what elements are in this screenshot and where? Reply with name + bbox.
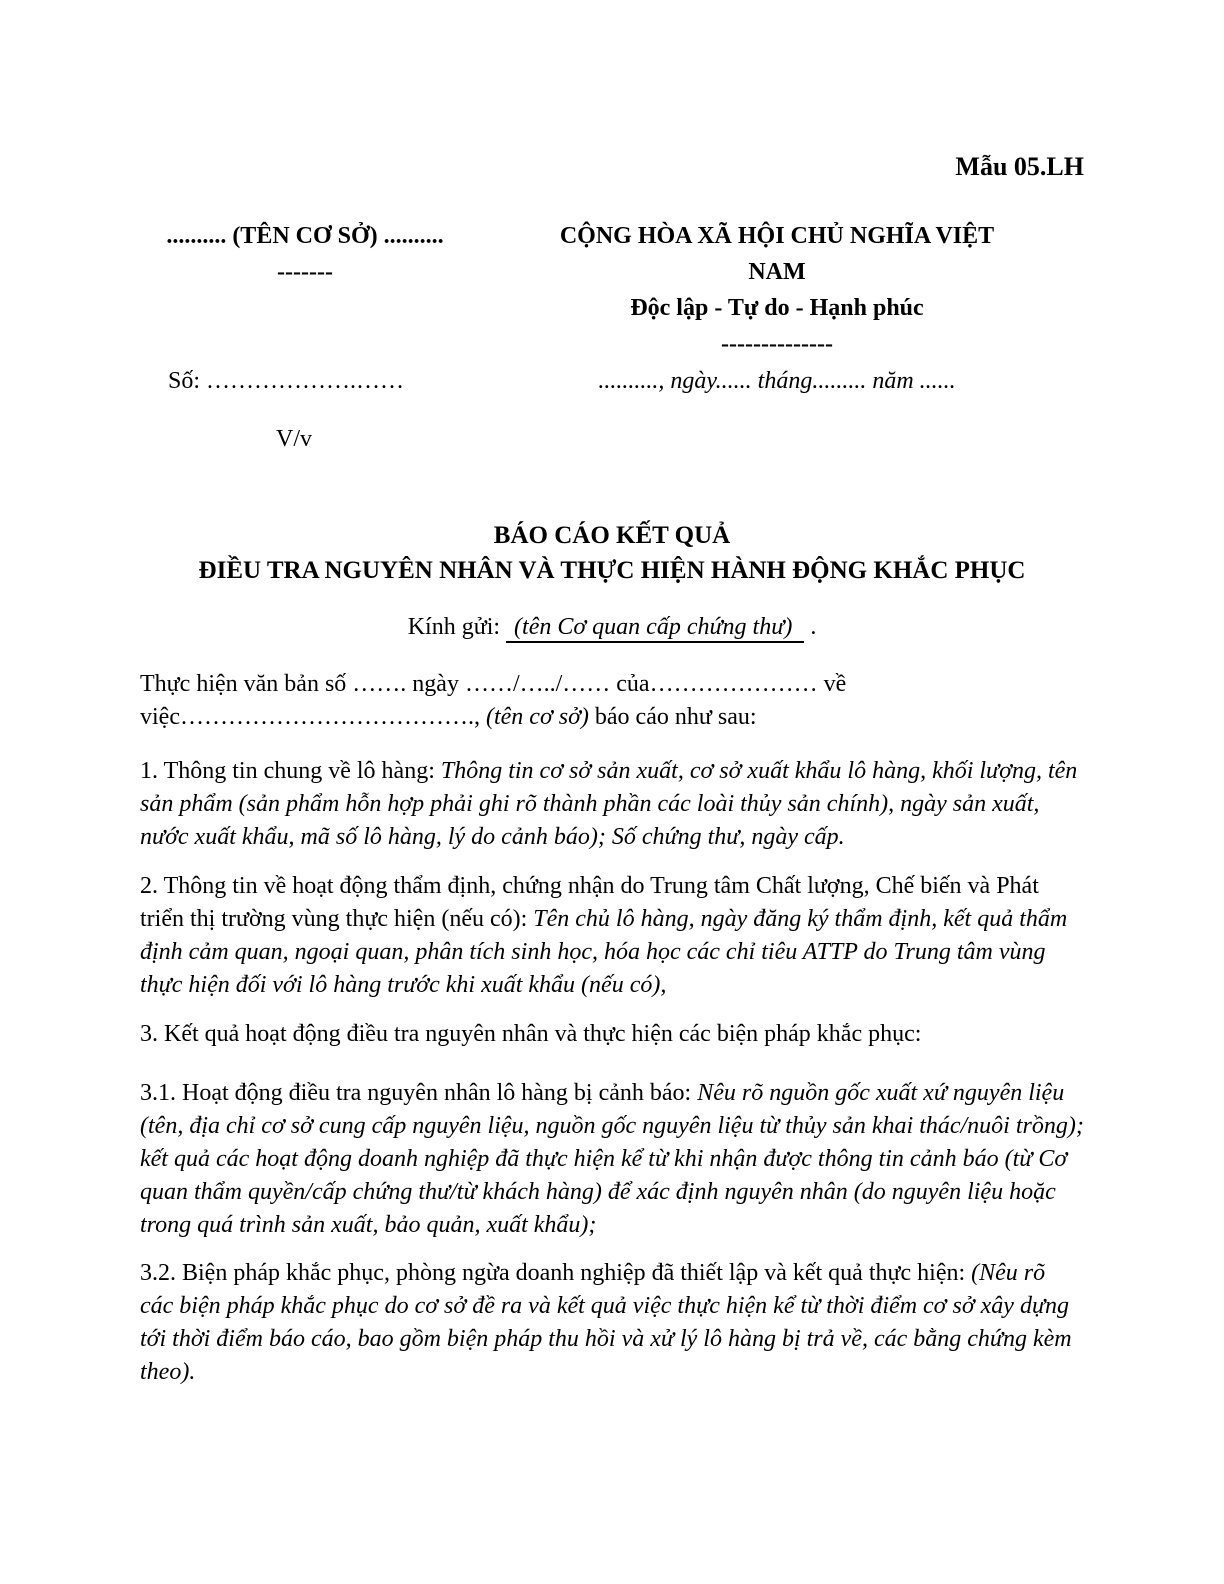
intro-text-after: báo cáo như sau: (594, 704, 757, 730)
org-divider: ------- (277, 259, 333, 285)
form-code: Mẫu 05.LH (955, 152, 1084, 181)
section-1 (140, 755, 1084, 854)
date-line: .........., ngày...... tháng......... năm ...... (598, 368, 956, 394)
report-title-line2: ĐIỀU TRA NGUYÊN NHÂN VÀ THỰC HIỆN HÀNH ĐỘNG KHẮC PHỤC (198, 557, 1026, 584)
national-motto: Độc lập - Tự do - Hạnh phúc (630, 295, 924, 321)
national-name-line2: NAM (748, 259, 806, 285)
meta-row (140, 366, 1084, 396)
national-divider: -------------- (721, 331, 833, 357)
section-3-lead: 3. Kết quả hoạt động điều tra nguyên nhân và thực hiện các biện pháp khắc phục: (140, 1021, 922, 1047)
report-title (140, 518, 1084, 588)
org-name: .......... (TÊN CƠ SỞ) .......... (166, 223, 444, 249)
section-2-body: Tên chủ lô hàng, ngày đăng ký thẩm định, kết quả thẩm định cảm quan, ngoại quan, phân tích sinh học, hóa học các chỉ tiêu ATTP do Trung tâm vùng thực hiện đối với lô hàng trước khi xuất khẩu (nếu có), (140, 906, 1068, 998)
section-3-1-body: Nêu rõ nguồn gốc xuất xứ nguyên liệu (tên, địa chỉ cơ sở cung cấp nguyên liệu, nguồn gốc nguyên liệu từ thủy sản khai thác/nuôi trồng); kết quả các hoạt động doanh nghiệp đã thực hiện kể từ khi nhận được thông tin cảnh báo (từ Cơ quan thẩm quyền/cấp chứng thư/từ khách hàng) để xác định nguyên nhân (do nguyên liệu hoặc trong quá trình sản xuất, bảo quản, xuất khẩu); (140, 1080, 1084, 1238)
section-3-1 (140, 1077, 1084, 1242)
section-1-lead: 1. Thông tin chung về lô hàng: (140, 758, 435, 784)
report-title-line1: BÁO CÁO KẾT QUẢ (493, 522, 731, 549)
section-3-2 (140, 1257, 1084, 1389)
section-3-2-body: (Nêu rõ các biện pháp khắc phục do cơ sở đề ra và kết quả việc thực hiện kể từ thời điểm cơ sở xây dựng tới thời điểm báo cáo, bao gồm biện pháp thu hồi và xử lý lô hàng bị trả về, các bằng chứng kèm theo). (140, 1260, 1072, 1385)
section-3 (140, 1018, 1084, 1051)
section-3-2-lead: 3.2. Biện pháp khắc phục, phòng ngừa doanh nghiệp đã thiết lập và kết quả thực hiện: (140, 1260, 966, 1286)
salutation-label: Kính gửi: (407, 614, 501, 640)
section-2 (140, 870, 1084, 1002)
salutation-suffix: . (810, 614, 817, 640)
salutation-recipient: (tên Cơ quan cấp chứng thư) (506, 614, 804, 643)
intro-paragraph (140, 668, 1084, 734)
doc-number: Số: ……………….…… (168, 368, 405, 394)
national-name-line1: CỘNG HÒA XÃ HỘI CHỦ NGHĨA VIỆT (559, 223, 995, 249)
national-header (470, 218, 1084, 362)
document-header (140, 218, 1084, 362)
section-3-1-lead: 3.1. Hoạt động điều tra nguyên nhân lô hàng bị cảnh báo: (140, 1080, 692, 1106)
intro-italic: (tên cơ sở) (485, 704, 589, 730)
org-header (140, 218, 470, 362)
salutation (140, 610, 1084, 644)
section-1-body: Thông tin cơ sở sản xuất, cơ sở xuất khẩu lô hàng, khối lượng, tên sản phẩm (sản phẩm hỗn hợp phải ghi rõ thành phần các loài thủy sản chính), ngày sản xuất, nước xuất khẩu, mã số lô hàng, lý do cảnh báo); Số chứng thư, ngày cấp. (140, 758, 1078, 850)
subject-prefix: V/v (276, 426, 312, 452)
section-2-lead: 2. Thông tin về hoạt động thẩm định, chứng nhận do Trung tâm Chất lượng, Chế biến và Phát triển thị trường vùng thực hiện (nếu có): (140, 873, 1039, 932)
intro-text-before: Thực hiện văn bản số ……. ngày ……/…../…… của………………… về việc………………………………., (140, 671, 847, 730)
